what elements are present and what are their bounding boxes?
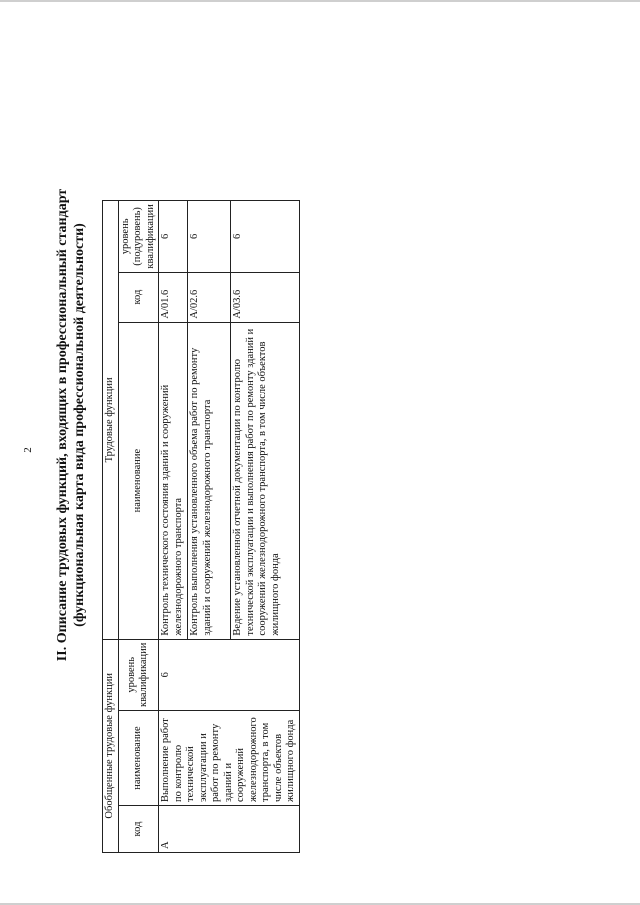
header-generalized-name: наименование [118,711,159,806]
functional-map-table [102,200,300,853]
header-generalized-functions: Обобщенные трудовые функции [103,639,119,852]
labor-function-code-cell: A/01.6 [159,272,188,322]
header-generalized-code: код [118,806,159,853]
table-row [159,201,188,853]
labor-function-code-cell: A/02.6 [188,272,231,322]
header-generalized-level: уровень квалификации [118,639,159,710]
page-number: 2 [22,447,34,453]
section-title [54,65,88,785]
labor-function-name-cell: Ведение установленной отчетной документации по контролю технической эксплуатации и выполнения работ по ремонту зданий и сооружений железнодорожного транспорта, в том числе объектов жилищного фонда [231,322,300,639]
labor-function-code-cell: A/03.6 [231,272,300,322]
header-labor-level: уровень (подуровень) квалификации [118,201,159,272]
labor-function-level-cell: 6 [188,201,231,272]
generalized-level-cell: 6 [159,639,300,710]
title-line-1: II. Описание трудовых функций, входящих в профессиональный стандарт [55,188,70,662]
generalized-name-cell: Выполнение работ по контролю технической эксплуатации и работ по ремонту зданий и сооружений железнодорожного транспорта, в том числе объектов жилищного фонда [159,711,300,806]
labor-function-level-cell: 6 [159,201,188,272]
labor-function-name-cell: Контроль выполнения установленного объема работ по ремонту зданий и сооружений железнодорожного транспорта [188,322,231,639]
header-labor-code: код [118,272,159,322]
generalized-code-cell: A [159,806,300,853]
title-line-2: (функциональная карта вида профессиональной деятельности) [72,223,87,627]
header-labor-name: наименование [118,322,159,639]
labor-function-name-cell: Контроль технического состояния зданий и сооружений железнодорожного транспорта [159,322,188,639]
header-labor-functions: Трудовые функции [103,201,119,639]
labor-function-level-cell: 6 [231,201,300,272]
